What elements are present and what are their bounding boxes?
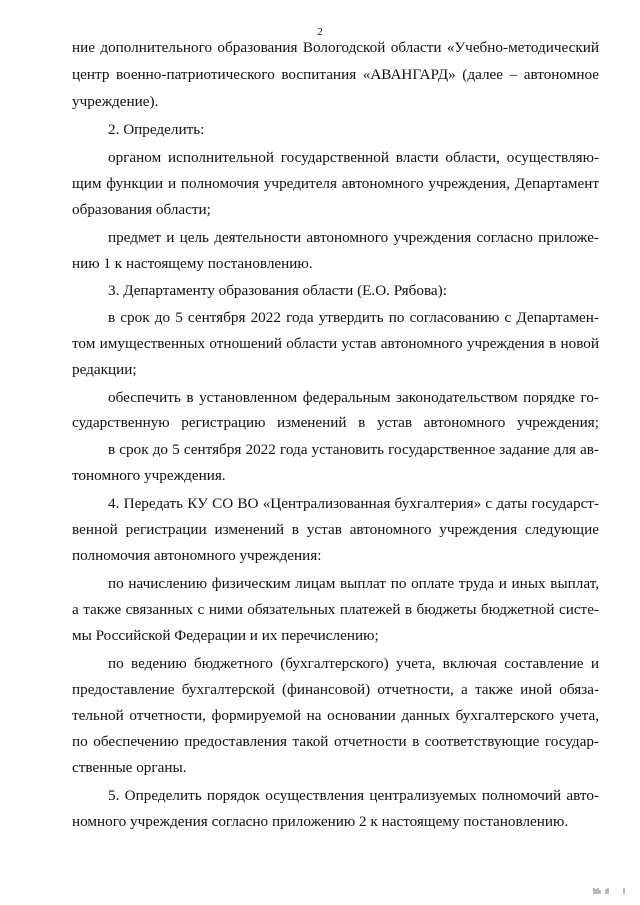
- text-line: том имущественных отношений области устав автономного учреждения в новой: [72, 335, 599, 352]
- text-line: венной регистрации изменений в устав автономного учреждения следующие: [72, 521, 599, 538]
- text-line: ственные органы.: [72, 759, 187, 776]
- text-line: номного учреждения согласно приложению 2 к настоящему постановлению.: [72, 813, 569, 830]
- text-line: предмет и цель деятельности автономного учреждения согласно приложе-: [108, 229, 599, 246]
- text-line: обеспечить в установленном федеральным законодательством порядке го-: [108, 389, 599, 406]
- text-line: органом исполнительной государственной власти области, осуществляю-: [108, 149, 599, 166]
- text-line: нию 1 к настоящему постановлению.: [72, 255, 313, 272]
- page-number: 2: [317, 26, 323, 38]
- text-line: 4. Передать КУ СО ВО «Централизованная бухгалтерия» с даты государст-: [108, 495, 599, 512]
- scan-artifact: [592, 887, 632, 897]
- text-line: мы Российской Федерации и их перечислению;: [72, 627, 379, 644]
- text-line: 5. Определить порядок осуществления централизуемых полномочий авто-: [108, 787, 599, 804]
- text-line: щим функции и полномочия учредителя автономного учреждения, Департамент: [72, 175, 599, 192]
- text-line: по обеспечению предоставления такой отчетности в соответствующие государ-: [72, 733, 599, 750]
- scan-artifact-marks: [592, 887, 632, 895]
- text-line: 2. Определить:: [108, 121, 205, 138]
- text-line: сударственную регистрацию изменений в устав автономного учреждения;: [72, 414, 599, 431]
- text-line: в срок до 5 сентября 2022 года утвердить по согласованию с Департамен-: [108, 309, 599, 326]
- text-line: предоставление бухгалтерской (финансовой) отчетности, а также иной обяза-: [72, 681, 599, 698]
- text-line: тономного учреждения.: [72, 467, 226, 484]
- text-line: учреждение).: [72, 93, 159, 110]
- text-line: по начислению физическим лицам выплат по оплате труда и иных выплат,: [108, 575, 599, 592]
- text-line: 3. Департаменту образования области (Е.О. Рябова):: [108, 282, 447, 299]
- text-line: центр военно-патриотического воспитания «АВАНГАРД» (далее – автономное: [72, 66, 599, 83]
- text-line: тельной отчетности, формируемой на основании данных бухгалтерского учета,: [72, 707, 599, 724]
- text-line: редакции;: [72, 361, 137, 378]
- text-line: полномочия автономного учреждения:: [72, 547, 322, 564]
- text-line: ние дополнительного образования Вологодской области «Учебно-методический: [72, 39, 599, 56]
- text-line: в срок до 5 сентября 2022 года установить государственное задание для ав-: [108, 441, 599, 458]
- text-line: по ведению бюджетного (бухгалтерского) учета, включая составление и: [108, 655, 599, 672]
- text-line: образования области;: [72, 201, 211, 218]
- text-line: а также связанных с ними обязательных платежей в бюджеты бюджетной систе-: [72, 601, 599, 618]
